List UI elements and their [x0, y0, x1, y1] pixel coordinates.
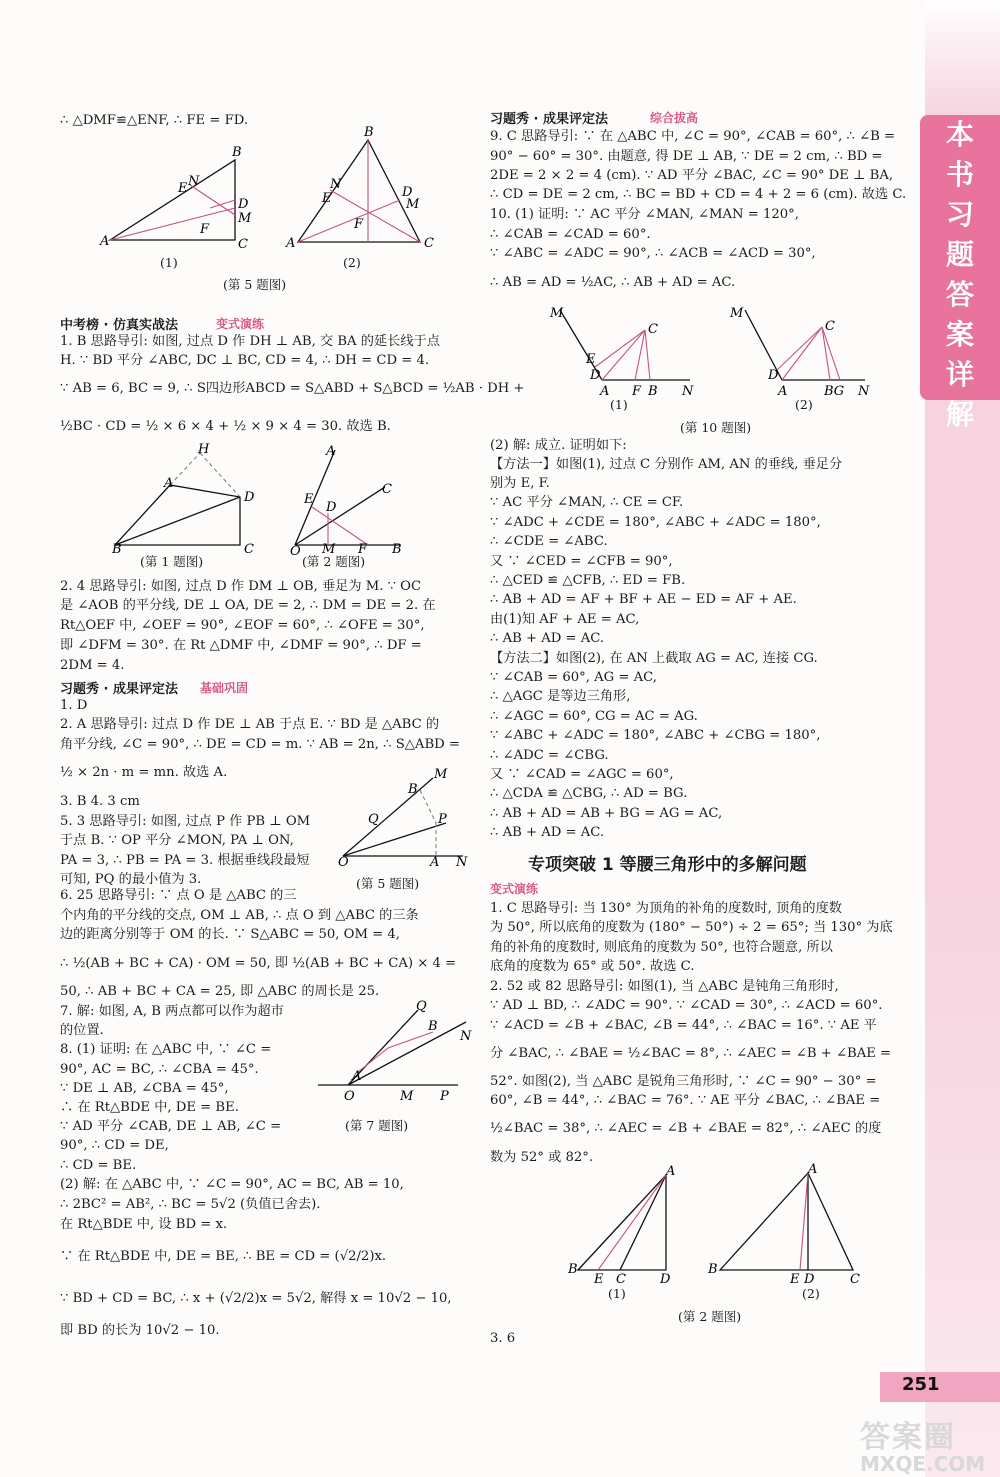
svg-text:A: A — [778, 384, 788, 399]
svg-text:B: B — [232, 145, 242, 160]
svg-text:M: M — [550, 306, 564, 321]
text-line: 90° − 60° = 30°. 由题意, 得 DE ⊥ AB, ∵ DE = 2 cm, ∴ BD = — [490, 149, 883, 164]
svg-text:E: E — [322, 191, 332, 206]
svg-text:B: B — [112, 542, 122, 557]
figure-caption: (第 5 题图) — [356, 876, 420, 891]
svg-text:A: A — [666, 1164, 676, 1179]
text-line: ∵ BD + CD = BC, ∴ x + (√2/2)x = 5√2, 解得 x = 10√2 − 10, — [60, 1291, 452, 1306]
text-line: 在 Rt△BDE 中, 设 BD = x. — [60, 1217, 228, 1232]
figure-1-2 — [100, 442, 460, 560]
text-line: ∴ AB + AD = AF + BF + AE − ED = AF + AE. — [490, 592, 797, 607]
text-line: ∴ △CED ≌ △CFB, ∴ ED = FB. — [490, 573, 686, 588]
text-line: ∴ 在 Rt△BDE 中, DE = BE. — [60, 1100, 239, 1115]
svg-text:E: E — [178, 181, 188, 196]
svg-text:B: B — [364, 125, 374, 140]
text-line: ∴ ½(AB + BC + CA) · OM = 50, 即 ½(AB + BC + CA) × 4 = — [60, 956, 457, 971]
text-line: 【方法二】如图(2), 在 AN 上截取 AG = AC, 连接 CG. — [490, 651, 818, 666]
text-line: ∴ ∠AGC = 60°, CG = AC = AG. — [490, 709, 698, 724]
sidebar-char: 书 — [945, 158, 974, 191]
text-line: ∵ ∠ABC + ∠ADC = 180°, ∠ABC + ∠CBG = 180°, — [490, 728, 821, 743]
sub-caption: (1) — [608, 1286, 626, 1301]
svg-text:N: N — [858, 384, 870, 399]
watermark — [860, 1412, 985, 1476]
section-title: 中考榜 · 仿真实战法 — [60, 318, 178, 333]
text-line: 9. C 思路导引: ∵ 在 △ABC 中, ∠C = 90°, ∠CAB = 60°, ∴ ∠B = — [490, 129, 896, 144]
text-line: ∵ ∠ABC = ∠ADC = 90°, ∴ ∠ACB = ∠ACD = 30°, — [490, 246, 816, 261]
svg-text:B: B — [428, 1019, 438, 1034]
text-line: 由(1)知 AF + AE = AC, — [490, 612, 640, 627]
text-line: 2DE = 2 × 2 = 4 (cm). ∵ AD 平分 ∠BAC, ∠C = 90° DE ⊥ BA, — [490, 168, 894, 183]
text-line: 数为 52° 或 82°. — [490, 1150, 594, 1165]
watermark-bottom: MXQE.COM — [860, 1452, 986, 1476]
figure-caption: (第 2 题图) — [678, 1309, 742, 1324]
sidebar-char: 习 — [945, 198, 974, 231]
svg-text:H: H — [198, 442, 210, 457]
sub-caption: (1) — [610, 397, 628, 412]
text-line: 角平分线, ∠C = 90°, ∴ DE = CD = m. ∵ AB = 2n, ∴ S△ABD = — [60, 737, 460, 752]
text-line: 10. (1) 证明: ∵ AC 平分 ∠MAN, ∠MAN = 120°, — [490, 207, 799, 222]
svg-text:M: M — [434, 767, 448, 782]
sidebar-char: 答 — [945, 278, 974, 311]
text-line: 为 50°, 所以底角的度数为 (180° − 50°) ÷ 2 = 65°; 当 130° 为底 — [490, 920, 893, 935]
svg-text:M: M — [322, 542, 336, 557]
text-line: ∴ 2BC² = AB², ∴ BC = 5√2 (负值已舍去). — [60, 1197, 321, 1212]
text-line: 又 ∵ ∠CAD = ∠AGC = 60°, — [490, 767, 674, 782]
text-line: 3. 6 — [490, 1331, 516, 1346]
text-line: ∴ ∠CAB = ∠CAD = 60°. — [490, 227, 651, 242]
text-line: 2. A 思路导引: 过点 D 作 DE ⊥ AB 于点 E. ∵ BD 是 △ABC 的 — [60, 717, 440, 732]
text-line: ∵ AD 平分 ∠CAB, DE ⊥ AB, ∠C = — [60, 1119, 282, 1134]
svg-text:A: A — [600, 384, 610, 399]
svg-text:Q: Q — [368, 812, 379, 827]
text-line: ½ × 2n · m = mn. 故选 A. — [60, 765, 228, 780]
pt-A: A — [100, 234, 110, 249]
watermark-top: 答案圈 — [860, 1420, 956, 1455]
text-line: 即 ∠DFM = 30°. 在 Rt △DMF 中, ∠DMF = 90°, ∴ DF = — [60, 638, 422, 653]
svg-text:D: D — [768, 368, 779, 383]
text-line: ∴ △CDA ≌ △CBG, ∴ AD = BG. — [490, 786, 688, 801]
page-number-tab — [880, 1372, 1000, 1402]
text-line: ∵ ∠ADC + ∠CDE = 180°, ∠ABC + ∠ADC = 180°, — [490, 515, 821, 530]
svg-text:C: C — [424, 236, 434, 251]
figure-caption: (第 2 题图) — [302, 554, 366, 569]
text-line: ∴ △AGC 是等边三角形, — [490, 689, 631, 704]
special-heading: 专项突破 1 等腰三角形中的多解问题 — [528, 855, 807, 875]
svg-text:E: E — [304, 492, 314, 507]
svg-text:O: O — [338, 855, 349, 870]
text-line: ∴ AB + AD = AC. — [490, 631, 605, 646]
text-line: 7. 解: 如图, A, B 两点都可以作为超市 — [60, 1004, 284, 1019]
text-line: PA = 3, ∴ PB = PA = 3. 根据垂线段最短 — [60, 853, 310, 868]
svg-text:D: D — [402, 185, 413, 200]
text-line: ∴ ∠ADC = ∠CBG. — [490, 748, 609, 763]
svg-text:A: A — [352, 1069, 362, 1084]
text-line: ∵ AD ⊥ BD, ∴ ∠ADC = 90°. ∵ ∠CAD = 30°, ∴ ∠ACD = 60°. — [490, 998, 883, 1013]
svg-text:A: A — [326, 444, 336, 459]
svg-text:C: C — [382, 482, 392, 497]
svg-text:E: E — [790, 1272, 800, 1287]
svg-text:Q: Q — [416, 999, 427, 1014]
svg-text:C: C — [648, 322, 658, 337]
figure-5b — [338, 768, 478, 868]
figure-caption: (第 7 题图) — [345, 1118, 409, 1133]
svg-text:BG: BG — [824, 384, 845, 399]
text-line: 于点 B. ∵ OP 平分 ∠MON, PA ⊥ ON, — [60, 833, 294, 848]
text-line: ∴ ∠CDE = ∠ABC. — [490, 534, 608, 549]
text-line: 角的补角的度数时, 则底角的度数为 50°, 也符合题意, 所以 — [490, 940, 833, 955]
section-tag: 变式演练 — [490, 882, 539, 896]
text-line: 别为 E, F. — [490, 476, 550, 491]
svg-text:B: B — [648, 384, 658, 399]
text-line: ∵ AC 平分 ∠MAN, ∴ CE = CF. — [490, 495, 684, 510]
svg-text:A: A — [808, 1162, 818, 1177]
text-line: 90°, AC = BC, ∴ ∠CBA = 45°. — [60, 1062, 259, 1077]
text-line: ½BC · CD = ½ × 6 × 4 + ½ × 9 × 4 = 30. 故选 B. — [60, 419, 391, 434]
svg-text:D: D — [804, 1272, 815, 1287]
text-line: 2. 4 思路导引: 如图, 过点 D 作 DM ⊥ OB, 垂足为 M. ∵ OC — [60, 579, 422, 594]
section-title: 习题秀 · 成果评定法 — [60, 682, 178, 697]
svg-text:E: E — [594, 1272, 604, 1287]
text-line: 个内角的平分线的交点, OM ⊥ AB, ∴ 点 O 到 △ABC 的三条 — [60, 908, 419, 923]
text-line: 60°, ∠B = 44°, ∴ ∠BAC = 76°. ∵ AE 平分 ∠BAC, ∴ ∠BAE = — [490, 1093, 881, 1108]
sidebar-char: 题 — [945, 238, 974, 271]
svg-text:O: O — [290, 544, 301, 559]
text-line: 90°, ∴ CD = DE, — [60, 1138, 169, 1153]
section-tag: 变式演练 — [216, 317, 265, 331]
sub-caption: (2) — [795, 397, 813, 412]
sidebar-char: 详 — [945, 358, 974, 391]
figure-2-right — [568, 1162, 868, 1287]
text-line: ½∠BAC = 38°, ∴ ∠AEC = ∠B + ∠BAE = 82°, ∴ ∠AEC 的度 — [490, 1121, 882, 1136]
text-line: (2) 解: 成立. 证明如下: — [490, 438, 627, 453]
text-line: 底角的度数为 65° 或 50°. 故选 C. — [490, 959, 695, 974]
sub-caption: (2) — [343, 255, 361, 270]
svg-text:B: B — [568, 1262, 578, 1277]
text-line: 50, ∴ AB + BC + CA = 25, 即 △ABC 的周长是 25. — [60, 984, 380, 999]
text-line: 是 ∠AOB 的平分线, DE ⊥ OA, DE = 2, ∴ DM = DE = 2. 在 — [60, 598, 436, 613]
section-tag: 综合拔高 — [650, 111, 699, 125]
svg-text:E: E — [586, 352, 596, 367]
text-line: ∵ DE ⊥ AB, ∠CBA = 45°, — [60, 1081, 229, 1096]
sidebar-char: 解 — [945, 398, 974, 431]
svg-text:N: N — [456, 855, 468, 870]
text-line: ∴ AB + AD = AC. — [490, 825, 605, 840]
figure-caption: (第 5 题图) — [223, 277, 287, 292]
svg-text:D: D — [660, 1272, 671, 1287]
text-line: 1. C 思路导引: 当 130° 为顶角的补角的度数时, 顶角的度数 — [490, 901, 842, 916]
text-line: 1. D — [60, 698, 88, 713]
svg-text:B: B — [392, 542, 402, 557]
svg-text:M: M — [238, 211, 252, 226]
svg-text:F: F — [354, 217, 364, 232]
text-line: ∴ △DMF≌△ENF, ∴ FE = FD. — [60, 113, 249, 128]
svg-text:B: B — [708, 1262, 718, 1277]
svg-text:N: N — [330, 177, 342, 192]
sub-caption: (2) — [802, 1286, 820, 1301]
svg-text:M: M — [400, 1089, 414, 1104]
svg-text:N: N — [188, 174, 200, 189]
svg-text:C: C — [244, 542, 254, 557]
text-line: 边的距离分别等于 OM 的长. ∵ S△ABC = 50, OM = 4, — [60, 927, 400, 942]
text-line: 8. (1) 证明: 在 △ABC 中, ∵ ∠C = — [60, 1042, 272, 1057]
text-line: 即 BD 的长为 10√2 − 10. — [60, 1323, 220, 1338]
text-line: 6. 25 思路导引: ∵ 点 O 是 △ABC 的三 — [60, 888, 297, 903]
text-line: 2DM = 4. — [60, 658, 125, 673]
text-line: 3. B 4. 3 cm — [60, 794, 140, 809]
svg-text:C: C — [238, 237, 248, 252]
svg-text:F: F — [632, 384, 642, 399]
text-line: 分 ∠BAC, ∴ ∠BAE = ½∠BAC = 8°, ∴ ∠AEC = ∠B + ∠BAE = — [490, 1046, 892, 1061]
svg-text:D: D — [244, 490, 255, 505]
svg-text:A: A — [286, 236, 296, 251]
text-line: ∵ AB = 6, BC = 9, ∴ S四边形ABCD = S△ABD + S△BCD = ½AB · DH + — [60, 381, 525, 396]
text-line: 可知, PQ 的最小值为 3. — [60, 872, 202, 887]
svg-text:F: F — [358, 542, 368, 557]
svg-text:D: D — [238, 197, 249, 212]
svg-text:D: D — [590, 368, 601, 383]
text-line: ∴ CD = DE = 2 cm, ∴ BC = BD + CD = 4 + 2 = 6 (cm). 故选 C. — [490, 187, 907, 202]
text-line: 5. 3 思路导引: 如图, 过点 P 作 PB ⊥ OM — [60, 814, 311, 829]
section-tag: 基础巩固 — [200, 681, 249, 695]
text-line: 1. B 思路导引: 如图, 过点 D 作 DH ⊥ AB, 交 BA 的延长线于点 — [60, 334, 440, 349]
svg-text:A: A — [430, 855, 440, 870]
svg-text:M: M — [406, 197, 420, 212]
text-line: ∵ 在 Rt△BDE 中, DE = BE, ∴ BE = CD = (√2/2)x. — [60, 1249, 387, 1264]
text-line: ∴ AB = AD = ½AC, ∴ AB + AD = AC. — [490, 275, 736, 290]
svg-text:C: C — [850, 1272, 860, 1287]
svg-text:N: N — [460, 1029, 472, 1044]
sub-caption: (1) — [160, 255, 178, 270]
text-line: ∴ CD = BE. — [60, 1158, 137, 1173]
section-title: 习题秀 · 成果评定法 — [490, 112, 608, 127]
svg-text:P: P — [438, 812, 447, 827]
figure-5 — [100, 125, 470, 270]
text-line: ∵ ∠CAB = 60°, AG = AC, — [490, 670, 657, 685]
text-line: 52°. 如图(2), 当 △ABC 是锐角三角形时, ∵ ∠C = 90° − 30° = — [490, 1074, 877, 1089]
svg-text:D: D — [326, 500, 337, 515]
svg-text:A: A — [164, 476, 174, 491]
text-line: 的位置. — [60, 1023, 104, 1038]
text-line: H. ∵ BD 平分 ∠ABC, DC ⊥ BC, CD = 4, ∴ DH = CD = 4. — [60, 353, 430, 368]
svg-text:P: P — [440, 1089, 449, 1104]
page-number: 251 — [902, 1374, 940, 1395]
sidebar-char: 案 — [945, 318, 974, 351]
figure-caption: (第 10 题图) — [680, 420, 752, 435]
svg-text:N: N — [682, 384, 694, 399]
svg-text:O: O — [344, 1089, 355, 1104]
text-line: ∴ AB + AD = AB + BG = AG = AC, — [490, 806, 723, 821]
figure-10 — [550, 305, 890, 399]
text-line: 【方法一】如图(1), 过点 C 分别作 AM, AN 的垂线, 垂足分 — [490, 457, 843, 472]
text-line: (2) 解: 在 △ABC 中, ∵ ∠C = 90°, AC = BC, AB = 10, — [60, 1177, 404, 1192]
text-line: 2. 52 或 82 思路导引: 如图(1), 当 △ABC 是钝角三角形时, — [490, 979, 839, 994]
svg-text:F: F — [200, 222, 210, 237]
text-line: ∵ ∠ACD = ∠B + ∠BAC, ∠B = 44°, ∴ ∠BAC = 16°. ∵ AE 平 — [490, 1018, 877, 1033]
sidebar-char: 本 — [945, 118, 974, 151]
svg-text:M: M — [730, 306, 744, 321]
figure-7 — [318, 999, 472, 1105]
sidebar-title — [920, 115, 1000, 431]
text-line: 又 ∵ ∠CED = ∠CFB = 90°, — [490, 554, 673, 569]
text-line: Rt△OEF 中, ∠OEF = 90°, ∠EOF = 60°, ∴ ∠OFE = 30°, — [60, 618, 425, 633]
svg-text:C: C — [616, 1272, 626, 1287]
svg-text:C: C — [825, 319, 835, 334]
svg-text:B: B — [408, 782, 418, 797]
figure-caption: (第 1 题图) — [140, 554, 204, 569]
